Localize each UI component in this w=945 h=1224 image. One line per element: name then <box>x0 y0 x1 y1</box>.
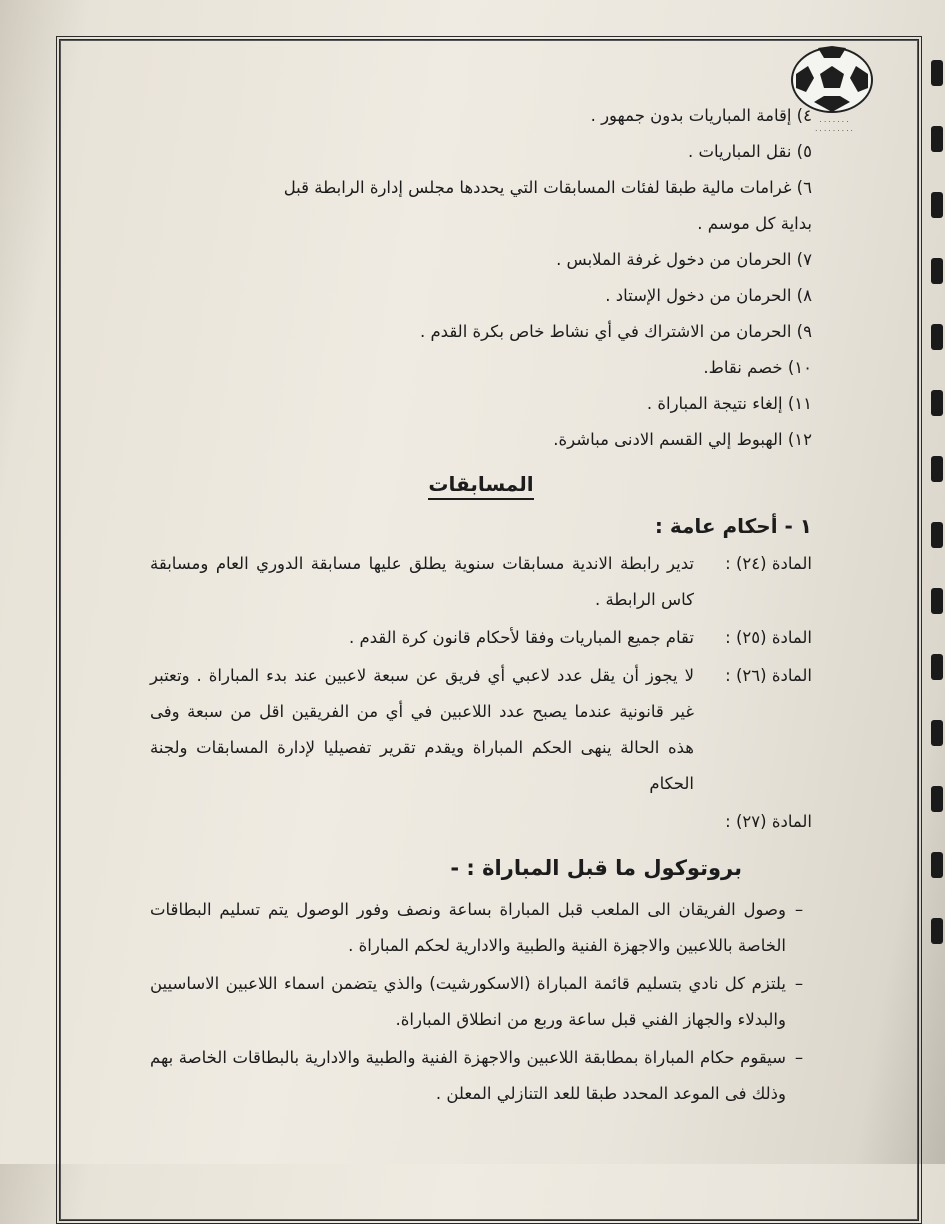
general-rules-heading: ١ - أحكام عامة : <box>654 514 812 538</box>
document-body <box>150 98 812 1112</box>
article-text: تقام جميع المباريات وفقا لأحكام قانون كرة القدم . <box>349 628 694 647</box>
article-text <box>150 804 694 840</box>
protocol-item <box>150 966 812 1038</box>
spiral-binding <box>931 60 945 984</box>
list-item: ١٢) الهبوط إلي القسم الادنى مباشرة. <box>553 430 812 449</box>
list-item: ٦) غرامات مالية طبقا لفئات المسابقات التي يحددها مجلس إدارة الرابطة قبل <box>283 178 812 197</box>
list-item: ٤) إقامة المباريات بدون جمهور . <box>590 106 812 125</box>
list-item: ٧) الحرمان من دخول غرفة الملابس . <box>556 250 812 269</box>
protocol-item-text: سيقوم حكام المباراة بمطابقة اللاعبين والاجهزة الفنية والطبية والادارية بالبطاقات الخاصة بهم وذلك فى الموعد المحدد طبقا للعد التنازلي المعلن . <box>150 1048 786 1103</box>
article-text: لا يجوز أن يقل عدد لاعبي أي فريق عن سبعة لاعبين عند بدء المباراة . وتعتبر غير قانونية عندما يصبح عدد اللاعبين في أي من الفريقين اقل من سبعة وفى هذه الحالة ينهى الحكم المباراة ويقدم تقرير تفصيليا لإدارة المسابقات ولجنة الحكام <box>150 666 694 793</box>
article-label: المادة (٢٤) : <box>725 554 812 573</box>
dash-bullet: – <box>794 900 804 919</box>
competitions-heading: المسابقات <box>150 466 812 502</box>
article-25 <box>150 620 812 656</box>
protocol-item-text: وصول الفريقان الى الملعب قبل المباراة بساعة ونصف وفور الوصول يتم تسليم البطاقات الخاصة باللاعبين والاجهزة الفنية والطبية والادارية لحكم المباراة . <box>150 900 786 955</box>
article-24 <box>150 546 812 618</box>
list-item: ٨) الحرمان من دخول الإستاد . <box>605 286 812 305</box>
article-text: تدير رابطة الاندية مسابقات سنوية يطلق عليها مسابقة الدوري العام ومسابقة كاس الرابطة . <box>150 554 694 609</box>
protocol-heading: بروتوكول ما قبل المباراة : - <box>450 856 742 880</box>
list-item: ٥) نقل المباريات . <box>687 142 812 161</box>
dash-bullet: – <box>794 1048 804 1067</box>
protocol-item <box>150 1040 812 1112</box>
penalties-list <box>150 98 812 458</box>
article-label: المادة (٢٥) : <box>725 628 812 647</box>
logo-caption: · · · · · · · · · · · · · · · · <box>815 118 853 135</box>
dash-bullet: – <box>794 974 804 993</box>
list-item: ٩) الحرمان من الاشتراك في أي نشاط خاص بكرة القدم . <box>419 322 812 341</box>
list-item: ١١) إلغاء نتيجة المباراة . <box>646 394 812 413</box>
protocol-item <box>150 892 812 964</box>
article-label: المادة (٢٧) : <box>725 812 812 831</box>
article-27 <box>150 804 812 840</box>
list-item: بداية كل موسم . <box>697 214 812 233</box>
article-26 <box>150 658 812 802</box>
list-item: ١٠) خصم نقاط. <box>703 358 812 377</box>
protocol-item-text: يلتزم كل نادي بتسليم قائمة المباراة (الاسكورشيت) والذي يتضمن اسماء اللاعبين الاساسيين والبدلاء والجهاز الفني قبل ساعة وربع من انطلاق المباراة. <box>150 974 786 1029</box>
article-label: المادة (٢٦) : <box>725 666 812 685</box>
